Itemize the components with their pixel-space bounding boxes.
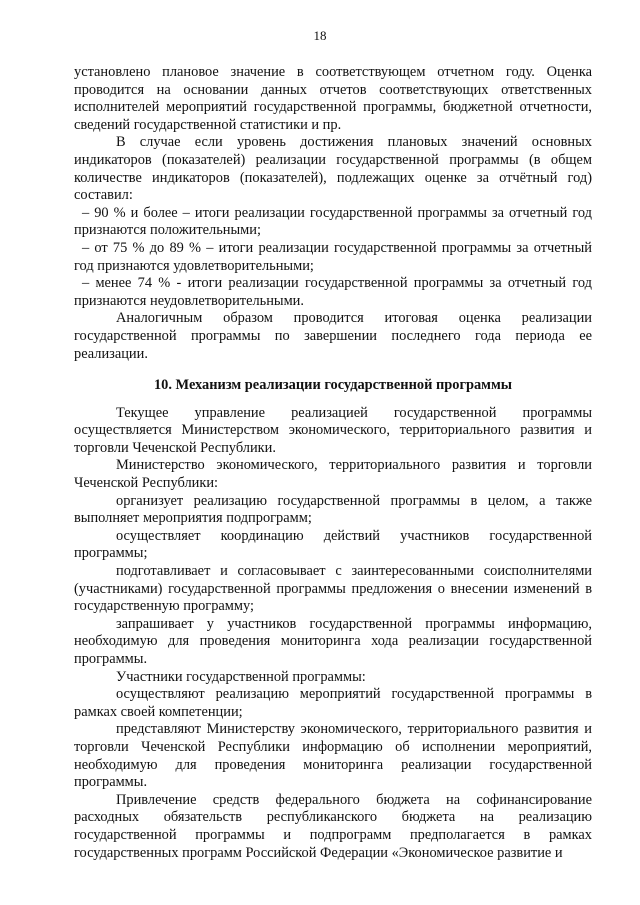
paragraph-continuation: установлено плановое значение в соответствующем отчетном году. Оценка проводится на основании данных отчетов соответствующих ответственных исполнителей мероприятий государственной программы, бюджетной отчетности, сведений государственной статистики и пр. [74,64,592,133]
list-item-positive: – 90 % и более – итоги реализации государственной программы за отчетный год признаются положительными; [74,204,592,239]
document-body [74,64,592,862]
paragraph-ministry: Министерство экономического, территориального развития и торговли Чеченской Республики: [74,457,592,492]
paragraph-implement: осуществляют реализацию мероприятий государственной программы в рамках своей компетенции; [74,686,592,720]
paragraph-submit: представляют Министерству экономического, территориального развития и торговли Чеченской Республики информацию об исполнении мероприятий, необходимую для проведения мониторинга реализации государственной программы. [74,721,592,791]
paragraph-organizes: организует реализацию государственной программы в целом, а также выполняет мероприятия подпрограмм; [74,492,592,527]
paragraph-federal-funds: Привлечение средств федерального бюджета на софинансирование расходных обязательств республиканского бюджета на реализацию государственной программы и подпрограмм предполагается в рамках государственных программ Российской Федерации «Экономическое развитие и [74,791,592,861]
paragraph-prepares: подготавливает и согласовывает с заинтересованными соисполнителями (участниками) государственной программы предложения о внесении изменений в государственную программу; [74,563,592,615]
paragraph-evaluation-levels: В случае если уровень достижения плановых значений основных индикаторов (показателей) реализации государственной программы (в общем количестве индикаторов (показателей), подлежащих оценке за отчётный год) составил: [74,134,592,204]
section-heading: 10. Механизм реализации государственной программы [153,377,513,394]
list-item-satisfactory: – от 75 % до 89 % – итоги реализации государственной программы за отчетный год признаются удовлетворительными; [74,239,592,274]
list-item-unsatisfactory: – менее 74 % - итоги реализации государственной программы за отчетный год признаются неудовлетворительными. [74,275,592,309]
paragraph-participants: Участники государственной программы: [116,668,366,685]
paragraph-requests: запрашивает у участников государственной программы информацию, необходимую для проведения мониторинга хода реализации государственной программы. [74,615,592,667]
paragraph-final-evaluation: Аналогичным образом проводится итоговая оценка реализации государственной программы по завершении последнего года периода ее реализации. [74,310,592,362]
page-number: 18 [313,28,327,43]
paragraph-current-management: Текущее управление реализацией государственной программы осуществляется Министерством экономического, территориального развития и торговли Чеченской Республики. [74,404,592,456]
paragraph-coordinates: осуществляет координацию действий участников государственной программы; [74,527,592,562]
